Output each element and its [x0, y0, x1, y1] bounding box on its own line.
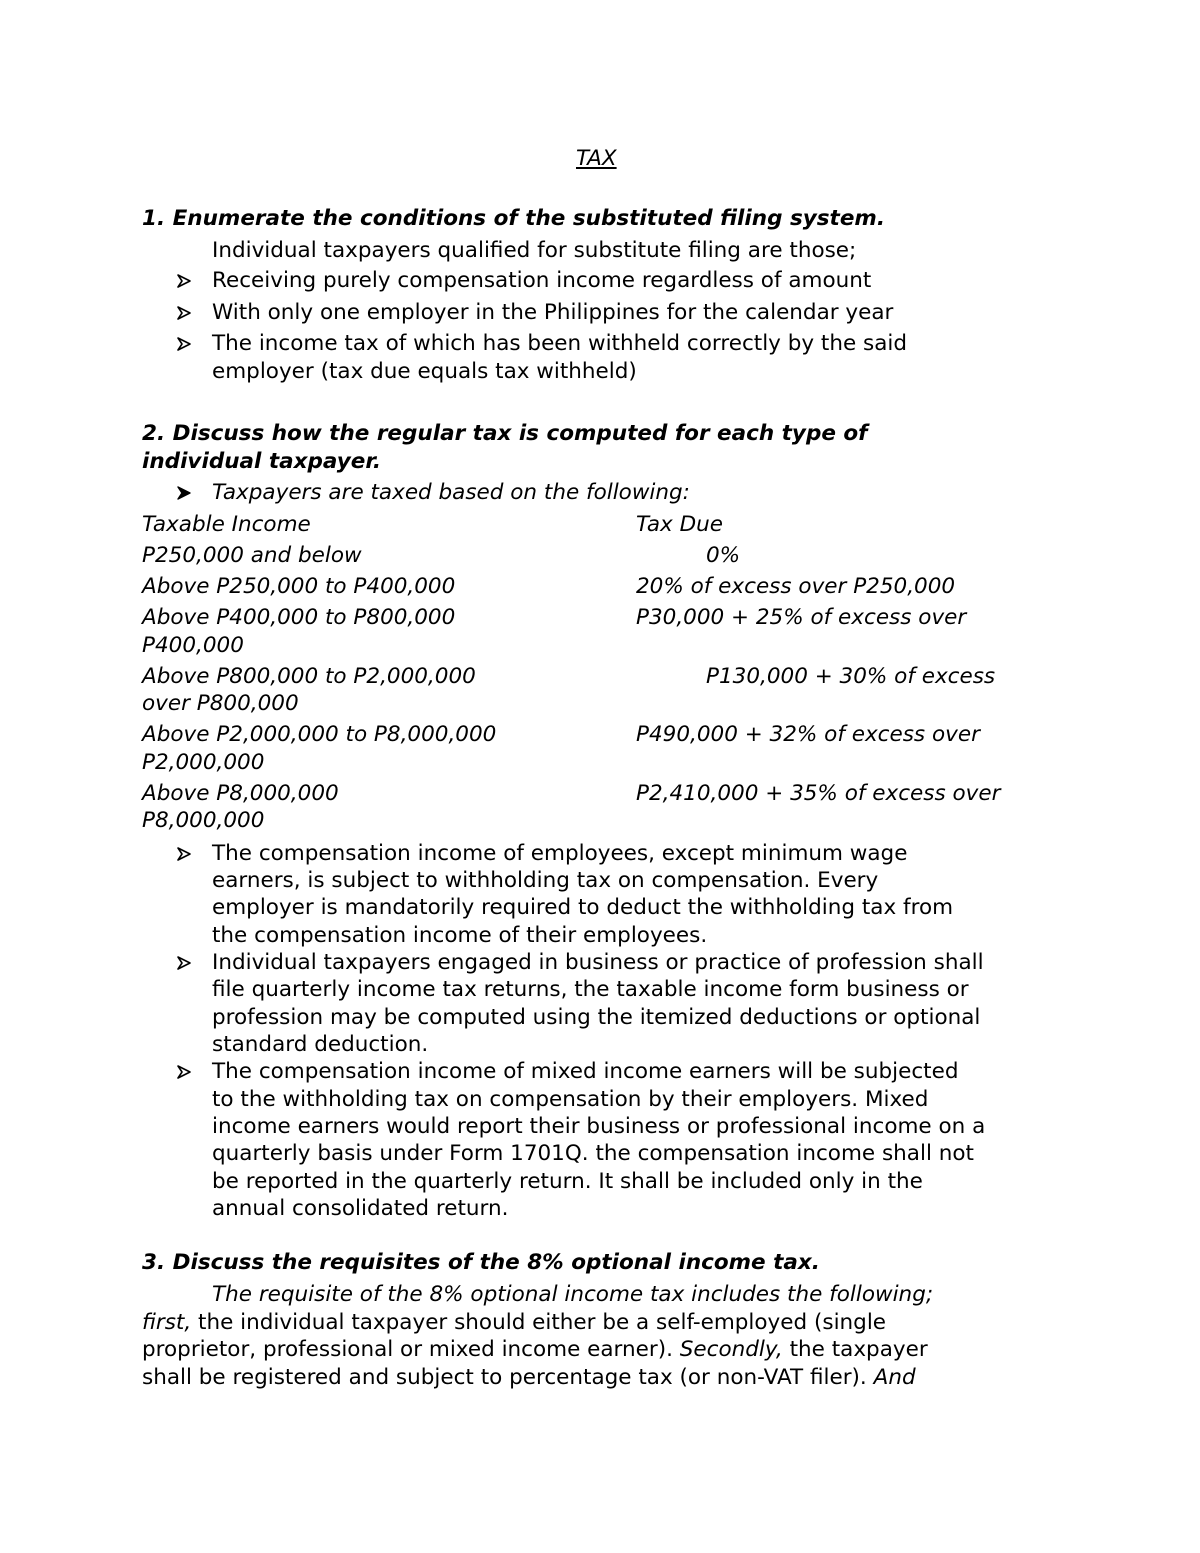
q1-bullet-3: The income tax of which has been withheld correctly by the said	[212, 331, 908, 356]
table-cell-tax: P2,410,000 + 35% of excess over	[636, 781, 1001, 806]
arrow-bullet-icon	[176, 846, 192, 862]
arrow-bullet-icon	[176, 336, 192, 352]
q2-bullet-1-line: employer is mandatorily required to deduct the withholding tax from	[212, 895, 954, 920]
q3-line-3-text-b: the taxpayer	[782, 1337, 928, 1362]
q3-heading: 3. Discuss the requisites of the 8% optional income tax.	[142, 1250, 820, 1275]
table-cell-income: Above P400,000 to P800,000	[142, 605, 456, 630]
q3-line-3-text-a: proprietor, professional or mixed income earner).	[142, 1337, 680, 1362]
q3-line-4-text: shall be registered and subject to percentage tax (or non-VAT filer).	[142, 1365, 874, 1390]
q2-bullet-1-line: The compensation income of employees, except minimum wage	[212, 841, 908, 866]
q3-line-2	[142, 1312, 886, 1334]
col-header-taxable-income: Taxable Income	[142, 512, 311, 537]
table-cell-income: Above P8,000,000	[142, 781, 339, 806]
table-cell-tax: 20% of excess over P250,000	[636, 574, 956, 599]
q2-bullet-2-line: standard deduction.	[212, 1032, 429, 1057]
q1-bullet-2: With only one employer in the Philippines for the calendar year	[212, 300, 894, 325]
table-cell-wrap: P400,000	[142, 633, 244, 658]
table-cell-tax: P490,000 + 32% of excess over	[636, 722, 980, 747]
table-cell-wrap: over P800,000	[142, 691, 299, 716]
q3-line-2-italic: first,	[142, 1310, 192, 1335]
q1-bullet-3-cont: employer (tax due equals tax withheld)	[212, 359, 637, 384]
q2-bullet-3-line: income earners would report their business or professional income on a	[212, 1114, 986, 1139]
q1-intro: Individual taxpayers qualified for substitute filing are those;	[212, 238, 857, 263]
arrow-bullet-icon	[176, 305, 192, 321]
q2-bullet-1-line: earners, is subject to withholding tax on compensation. Every	[212, 868, 879, 893]
q2-bullet-3-line: annual consolidated return.	[212, 1196, 509, 1221]
q1-heading: 1. Enumerate the conditions of the substituted filing system.	[142, 206, 885, 231]
q3-line-4-italic: And	[873, 1365, 916, 1390]
table-cell-wrap: P2,000,000	[142, 750, 265, 775]
table-cell-tax: P30,000 + 25% of excess over	[636, 605, 967, 630]
q3-line-3	[142, 1339, 928, 1361]
table-cell-income: Above P2,000,000 to P8,000,000	[142, 722, 497, 747]
arrow-bullet-icon	[176, 955, 192, 971]
q3-line-2-text: the individual taxpayer should either be a self-employed (single	[191, 1310, 887, 1335]
q2-bullet-2-line: Individual taxpayers engaged in business or practice of profession shall	[212, 950, 984, 975]
q2-heading-line2: individual taxpayer.	[142, 449, 382, 474]
q3-line-4	[142, 1367, 916, 1389]
table-cell-wrap: P8,000,000	[142, 808, 265, 833]
arrow-bullet-icon	[176, 485, 192, 501]
table-cell-income: P250,000 and below	[142, 543, 362, 568]
q2-bullet-3-line: be reported in the quarterly return. It shall be included only in the	[212, 1169, 923, 1194]
table-cell-income: Above P250,000 to P400,000	[142, 574, 456, 599]
page-title: TAX	[576, 146, 617, 171]
q2-bullet-2-line: file quarterly income tax returns, the taxable income form business or	[212, 977, 969, 1002]
col-header-tax-due: Tax Due	[636, 512, 724, 537]
q2-bullet-3-line: quarterly basis under Form 1701Q. the compensation income shall not	[212, 1141, 974, 1166]
q2-heading-line1: 2. Discuss how the regular tax is computed for each type of	[142, 421, 868, 446]
q1-bullet-1: Receiving purely compensation income regardless of amount	[212, 268, 872, 293]
table-cell-tax: 0%	[706, 543, 741, 568]
q2-lead: Taxpayers are taxed based on the following:	[212, 480, 690, 505]
q2-bullet-3-line: to the withholding tax on compensation by their employers. Mixed	[212, 1087, 929, 1112]
q3-line-3-italic: Secondly,	[679, 1337, 783, 1362]
arrow-bullet-icon	[176, 273, 192, 289]
arrow-bullet-icon	[176, 1064, 192, 1080]
q2-bullet-1-line: the compensation income of their employees.	[212, 923, 708, 948]
table-cell-tax: P130,000 + 30% of excess	[706, 664, 996, 689]
table-cell-income: Above P800,000 to P2,000,000	[142, 664, 476, 689]
q3-line-1: The requisite of the 8% optional income tax includes the following;	[212, 1282, 934, 1307]
q2-bullet-2-line: profession may be computed using the itemized deductions or optional	[212, 1005, 981, 1030]
q2-bullet-3-line: The compensation income of mixed income earners will be subjected	[212, 1059, 959, 1084]
